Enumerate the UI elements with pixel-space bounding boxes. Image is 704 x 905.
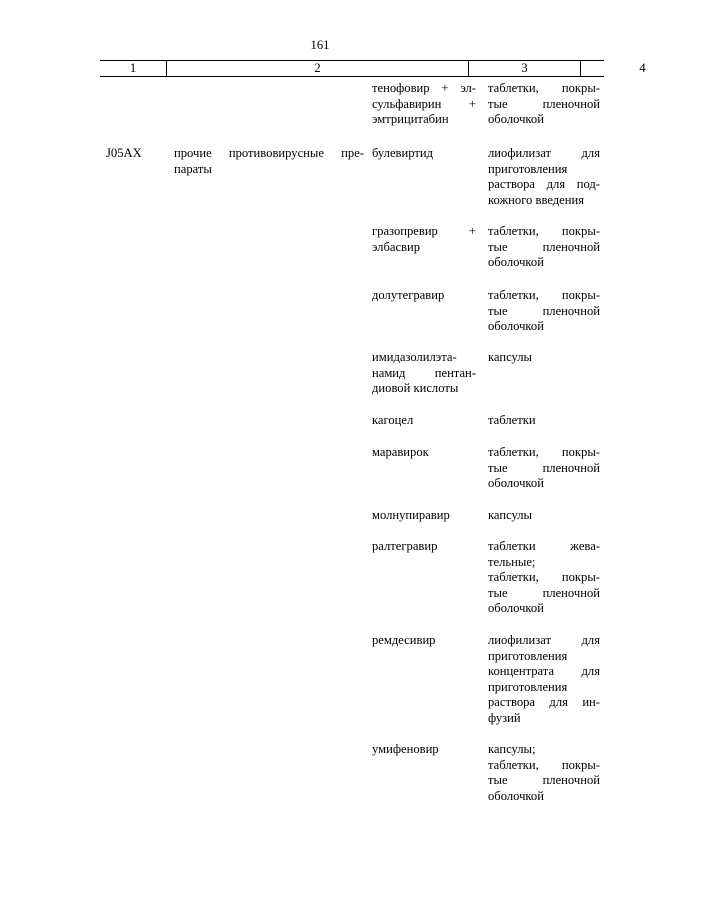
dosage-form-line: фузий — [488, 710, 521, 725]
dosage-form — [488, 742, 600, 804]
drug-name — [372, 81, 476, 128]
dosage-form — [488, 350, 600, 366]
dosage-form — [488, 413, 600, 429]
drug-name-line: эмтрицитабин — [372, 112, 449, 127]
drug-name-line: гразопревир + — [372, 224, 476, 238]
drug-name-line: долутегравир — [372, 288, 445, 302]
dosage-form-line: таблетки жева- — [488, 539, 600, 553]
table-header-row — [100, 60, 646, 77]
dosage-form-line: приготовления — [488, 679, 568, 694]
dosage-form-line: оболочкой — [488, 112, 544, 127]
dosage-form-line: приготовления — [488, 648, 568, 663]
dosage-form-line: тые пленочной — [488, 303, 600, 318]
dosage-form-line: тые пленочной — [488, 96, 600, 111]
drug-name-line: тенофовир + эл- — [372, 81, 476, 95]
dosage-form — [488, 81, 600, 128]
drug-name-line: ремдесивир — [372, 633, 436, 647]
drug-name-line: булевиртид — [372, 146, 434, 160]
drug-name — [372, 413, 476, 429]
dosage-form-line: таблетки, покры- — [488, 224, 600, 238]
drug-name-line: маравирок — [372, 445, 429, 459]
drug-name-line: имидазолилэта- — [372, 350, 457, 364]
dosage-form-line: капсулы; — [488, 742, 536, 756]
dosage-form-line: капсулы — [488, 508, 533, 522]
drug-name-line: элбасвир — [372, 239, 421, 254]
dosage-form — [488, 224, 600, 271]
group-name — [174, 146, 364, 177]
drug-name — [372, 350, 476, 397]
atc-code: J05AX — [106, 146, 142, 160]
drug-name — [372, 146, 476, 162]
dosage-form-line: тые пленочной — [488, 773, 600, 788]
dosage-form — [488, 146, 600, 208]
dosage-form-line: лиофилизат для — [488, 633, 600, 647]
dosage-form-line: таблетки — [488, 413, 536, 427]
dosage-form-line: кожного введения — [488, 192, 585, 207]
dosage-form-line: тые пленочной — [488, 460, 600, 475]
dosage-form-line: таблетки, покры- — [488, 288, 600, 302]
column-header-3: 3 — [469, 61, 581, 76]
dosage-form-line: таблетки, покры- — [488, 757, 600, 772]
dosage-form-line: лиофилизат для — [488, 146, 600, 160]
dosage-form — [488, 508, 600, 524]
drug-name — [372, 633, 476, 649]
column-header-4: 4 — [639, 61, 646, 75]
drug-name — [372, 288, 476, 304]
dosage-form-line: тые пленочной — [488, 585, 600, 600]
page-number: 161 — [310, 38, 330, 52]
dosage-form-line: оболочкой — [488, 788, 544, 803]
drug-name — [372, 445, 476, 461]
drug-name — [372, 539, 476, 555]
dosage-form-line: оболочкой — [488, 319, 544, 334]
dosage-form-line: концентрата для — [488, 664, 600, 679]
drug-name — [372, 508, 476, 524]
drug-name-line: ралтегравир — [372, 539, 438, 553]
dosage-form — [488, 445, 600, 492]
drug-name-line: молнупиравир — [372, 508, 450, 522]
dosage-form-line: тые пленочной — [488, 239, 600, 254]
dosage-form-line: раствора для под- — [488, 177, 600, 192]
drug-name-line: диовой кислоты — [372, 381, 459, 396]
dosage-form-line: таблетки, покры- — [488, 445, 600, 459]
drug-name-line: кагоцел — [372, 413, 414, 427]
dosage-form-line: капсулы — [488, 350, 533, 364]
dosage-form-line: раствора для ин- — [488, 695, 600, 710]
drug-name — [372, 224, 476, 255]
dosage-form — [488, 539, 600, 617]
dosage-form-line: таблетки, покры- — [488, 570, 600, 585]
column-header-1: 1 — [100, 61, 167, 76]
dosage-form-line: таблетки, покры- — [488, 81, 600, 95]
dosage-form — [488, 288, 600, 335]
dosage-form-line: оболочкой — [488, 601, 544, 616]
drug-name — [372, 742, 476, 758]
dosage-form-line: оболочкой — [488, 255, 544, 270]
drug-name-line: намид пентан- — [372, 365, 476, 380]
group-name-line: прочие противовирусные пре- — [174, 146, 364, 160]
drug-name-line: умифеновир — [372, 742, 439, 756]
group-name-line: параты — [174, 161, 212, 176]
dosage-form-line: оболочкой — [488, 476, 544, 491]
dosage-form — [488, 633, 600, 727]
dosage-form-line: тельные; — [488, 554, 536, 569]
drug-name-line: сульфавирин + — [372, 96, 476, 111]
column-header-2: 2 — [167, 61, 469, 76]
dosage-form-line: приготовления — [488, 161, 568, 176]
